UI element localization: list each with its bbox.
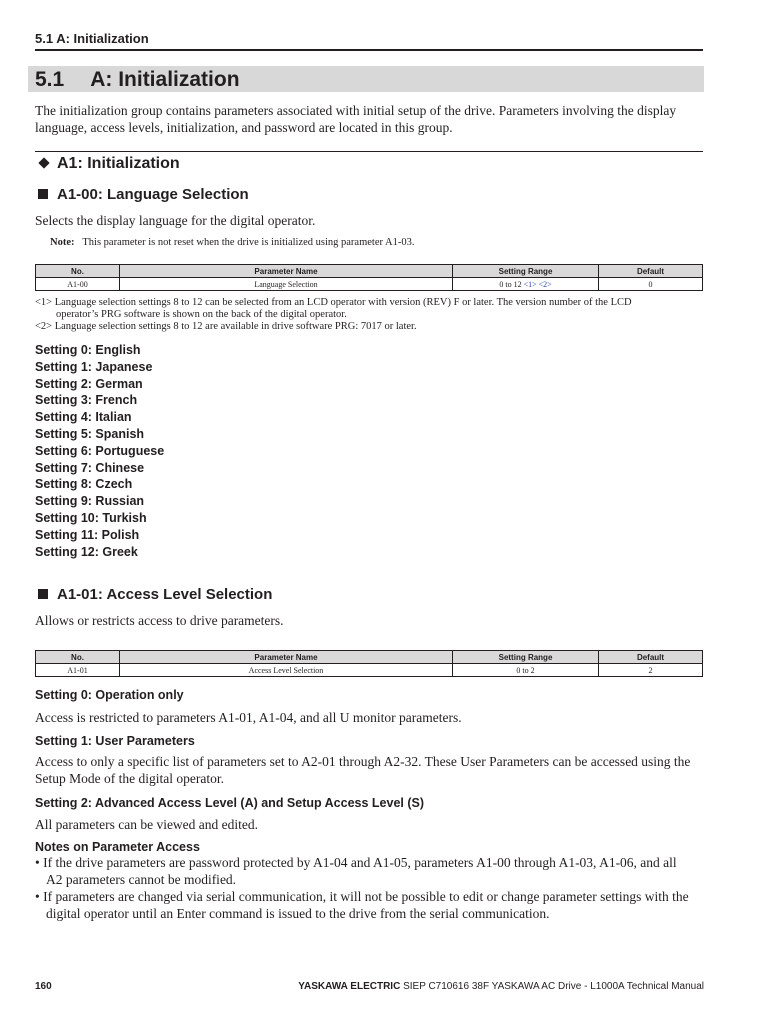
notes-bullets (35, 854, 689, 922)
footnote-ref-1[interactable]: <1> (523, 279, 537, 289)
section-title (35, 67, 240, 93)
setting-2-text: All parameters can be viewed and edited. (35, 817, 259, 832)
intro-paragraph: The initialization group contains parameters associated with initial setup of the drive. Parameters involving the display language, access levels, initialization, and password are located in this group. (35, 103, 677, 135)
section-number: 5.1 (35, 68, 65, 91)
table-header-row (36, 265, 703, 278)
a1-00-note (50, 237, 414, 248)
list-item-cont: digital operator until an Enter command is issued to the drive from the serial communication. (46, 906, 550, 921)
setting-2-title: Setting 2: Advanced Access Level (A) and Setup Access Level (S) (35, 796, 425, 810)
list-item: • If the drive parameters are password protected by A1-04 and A1-05, parameters A1-00 through A1-03, A1-06, and all (35, 855, 677, 870)
a1-00-parameter-table (35, 264, 703, 291)
footnotes (35, 297, 705, 333)
a1-01-parameter-table (35, 650, 703, 677)
cell-range (453, 278, 599, 291)
a1-heading-text: A1: Initialization (57, 155, 180, 172)
notes-title: Notes on Parameter Access (35, 840, 200, 854)
footer-brand: YASKAWA ELECTRIC (298, 981, 401, 992)
footnote-2: <2> Language selection settings 8 to 12 are available in drive software PRG: 7017 or later. (35, 321, 417, 332)
list-item-cont: A2 parameters cannot be modified. (46, 872, 237, 887)
list-item: Setting 3: French (35, 393, 138, 408)
running-head: 5.1 A: Initialization (35, 31, 149, 46)
language-settings-list (35, 342, 164, 560)
table-row (36, 664, 703, 677)
col-header-name: Parameter Name (120, 651, 453, 664)
col-header-no: No. (36, 265, 120, 278)
range-value: 0 to 12 (499, 279, 522, 289)
col-header-name: Parameter Name (120, 265, 453, 278)
col-header-default: Default (599, 265, 703, 278)
list-item: • If parameters are changed via serial communication, it will not be possible to edit or change parameter settings with the (35, 889, 689, 904)
setting-1-text (35, 753, 690, 787)
list-item: Setting 1: Japanese (35, 359, 153, 374)
list-item: Setting 12: Greek (35, 544, 138, 559)
list-item: Setting 11: Polish (35, 527, 140, 542)
list-item: Setting 8: Czech (35, 477, 133, 492)
a1-heading (37, 155, 180, 173)
footnote-1: <1> Language selection settings 8 to 12 can be selected from an LCD operator with version (REV) F or later. The version number of the LCD (35, 297, 632, 308)
a1-00-heading-text: A1-00: Language Selection (57, 186, 249, 203)
table-header-row (36, 651, 703, 664)
list-item: Setting 0: English (35, 343, 141, 357)
square-bullet-icon (38, 189, 48, 199)
cell-default: 2 (599, 664, 703, 677)
list-item: Setting 9: Russian (35, 494, 145, 509)
setting-1-text-line1: Access to only a specific list of parameters set to A2-01 through A2-32. These User Parameters can be accessed using the (35, 754, 691, 769)
a1-01-heading-text: A1-01: Access Level Selection (57, 586, 273, 603)
cell-no: A1-01 (36, 664, 120, 677)
table-row (36, 278, 703, 291)
list-item: Setting 7: Chinese (35, 460, 145, 475)
a1-01-description: Allows or restricts access to drive parameters. (35, 613, 284, 628)
list-item: Setting 6: Portuguese (35, 443, 165, 458)
cell-no: A1-00 (36, 278, 120, 291)
note-label: Note: (50, 237, 75, 248)
col-header-range: Setting Range (453, 651, 599, 664)
list-item: Setting 2: German (35, 376, 143, 391)
footer-doc-text: SIEP C710616 38F YASKAWA AC Drive - L1000A Technical Manual (403, 981, 704, 992)
cell-default: 0 (599, 278, 703, 291)
cell-range: 0 to 2 (453, 664, 599, 677)
a1-00-description: Selects the display language for the digital operator. (35, 213, 316, 228)
a1-01-heading (38, 586, 272, 603)
list-item: Setting 5: Spanish (35, 426, 145, 441)
col-header-range: Setting Range (453, 265, 599, 278)
footer-doc-info (298, 981, 704, 992)
col-header-no: No. (36, 651, 120, 664)
section-title-text: A: Initialization (90, 68, 240, 91)
cell-name: Access Level Selection (120, 664, 453, 677)
list-item: Setting 10: Turkish (35, 510, 147, 525)
header-rule (35, 49, 703, 51)
subsection-rule (35, 151, 703, 152)
cell-name: Language Selection (120, 278, 453, 291)
note-text: This parameter is not reset when the drive is initialized using parameter A1-03. (82, 237, 415, 248)
a1-00-heading (38, 186, 249, 203)
setting-1-title: Setting 1: User Parameters (35, 734, 195, 748)
setting-0-title: Setting 0: Operation only (35, 688, 184, 702)
diamond-bullet-icon (38, 157, 49, 168)
setting-1-text-line2: Setup Mode of the digital operator. (35, 771, 224, 786)
list-item: Setting 4: Italian (35, 410, 132, 425)
col-header-default: Default (599, 651, 703, 664)
page-number: 160 (35, 981, 52, 992)
setting-0-text: Access is restricted to parameters A1-01, A1-04, and all U monitor parameters. (35, 710, 462, 725)
footnote-1-cont: operator’s PRG software is shown on the back of the digital operator. (56, 309, 347, 320)
square-bullet-icon (38, 589, 48, 599)
footnote-ref-2[interactable]: <2> (538, 279, 552, 289)
